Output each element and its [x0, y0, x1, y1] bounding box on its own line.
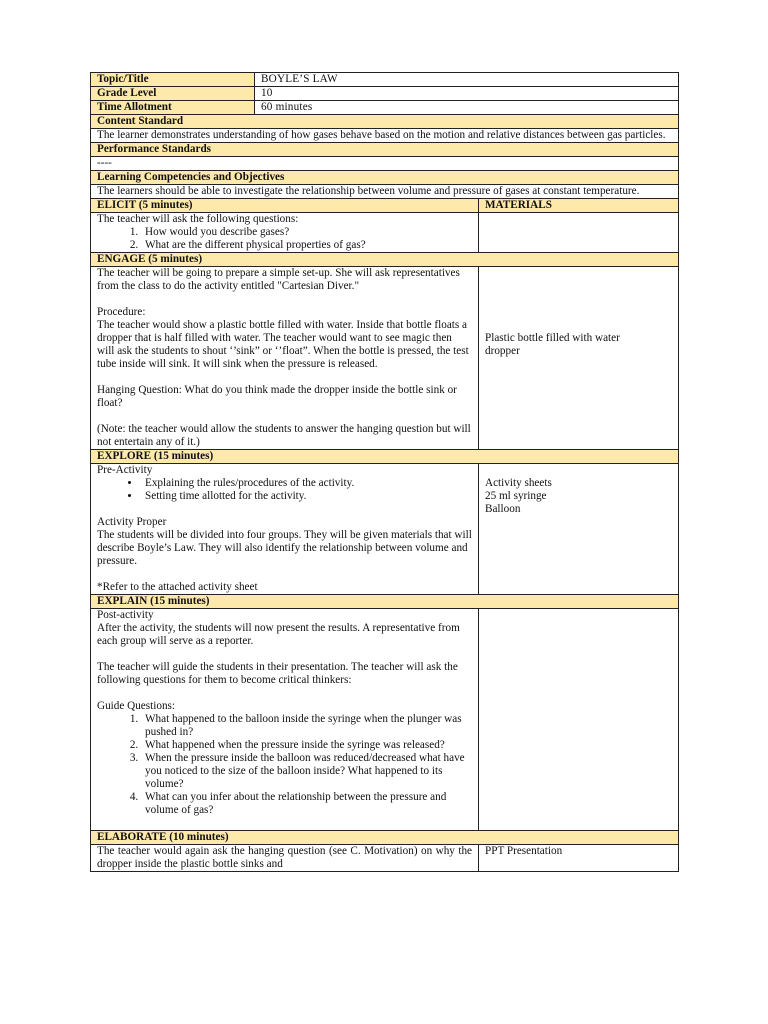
hanging-question: Hanging Question: What do you think made the dropper inside the bottle sink or float? [97, 384, 457, 409]
elicit-header-row [91, 199, 679, 213]
lesson-plan-table [90, 72, 679, 872]
guide-questions-label: Guide Questions: [97, 700, 175, 712]
engage-materials [479, 267, 679, 450]
elaborate-row [91, 845, 679, 872]
engage-row [91, 267, 679, 450]
elaborate-materials: PPT Presentation [479, 845, 679, 872]
elicit-row [91, 213, 679, 253]
competencies-text: The learners should be able to investigate the relationship between volume and pressure of gases at constant temperature. [91, 185, 679, 199]
time-label: Time Allotment [91, 101, 255, 115]
material-item: Balloon [485, 503, 521, 515]
elicit-materials [479, 213, 679, 253]
post-activity-label: Post-activity [97, 609, 154, 621]
content-standard-header: Content Standard [91, 115, 679, 129]
list-item: 1. What happened to the balloon inside the syringe when the plunger was pushed in? [141, 713, 472, 739]
elaborate-header: ELABORATE (10 minutes) [91, 831, 679, 845]
explore-header: EXPLORE (15 minutes) [91, 450, 679, 464]
list-item: 1. How would you describe gases? [141, 226, 472, 239]
explain-content [91, 609, 479, 831]
list-item: 2. What happened when the pressure inside the syringe was released? [141, 739, 472, 752]
explore-materials [479, 464, 679, 595]
guide-questions [97, 713, 472, 817]
time-row [91, 101, 679, 115]
material-item: 25 ml syringe [485, 490, 547, 502]
material-item: Plastic bottle filled with water [485, 332, 620, 344]
list-item: • Setting time allotted for the activity. [141, 490, 472, 503]
pre-activity-bullets [97, 477, 472, 503]
list-item: 4. What can you infer about the relationship between the pressure and volume of gas? [141, 791, 472, 817]
explain-row [91, 609, 679, 831]
materials-header: MATERIALS [479, 199, 679, 213]
post-activity-text: After the activity, the students will now present the results. A representative from each group will serve as a reporter. [97, 622, 460, 647]
elaborate-content: The teacher would again ask the hanging question (see C. Motivation) on why the dropper inside the plastic bottle sinks and [91, 845, 479, 872]
activity-sheet-reference: *Refer to the attached activity sheet [97, 581, 258, 593]
topic-label: Topic/Title [91, 73, 255, 87]
teacher-note: (Note: the teacher would allow the students to answer the hanging question but will not entertain any of it.) [97, 423, 471, 448]
activity-proper-label: Activity Proper [97, 516, 167, 528]
topic-value: BOYLE’S LAW [255, 73, 679, 87]
elicit-content [91, 213, 479, 253]
engage-header: ENGAGE (5 minutes) [91, 253, 679, 267]
material-item: Activity sheets [485, 477, 552, 489]
procedure-label: Procedure: [97, 306, 146, 318]
list-item: 3. When the pressure inside the balloon was reduced/decreased what have you noticed to the size of the balloon inside? What happened to its volume? [141, 752, 472, 791]
competencies-header: Learning Competencies and Objectives [91, 171, 679, 185]
explore-content [91, 464, 479, 595]
explore-row [91, 464, 679, 595]
explain-materials [479, 609, 679, 831]
activity-proper-text: The students will be divided into four groups. They will be given materials that will describe Boyle’s Law. They will also identify the relationship between volume and pressure. [97, 529, 472, 567]
elicit-intro: The teacher will ask the following questions: [97, 213, 299, 225]
elicit-questions [97, 226, 472, 252]
pre-activity-label: Pre-Activity [97, 464, 153, 476]
list-item: • Explaining the rules/procedures of the activity. [141, 477, 472, 490]
explain-header: EXPLAIN (15 minutes) [91, 595, 679, 609]
guide-presentation-text: The teacher will guide the students in their presentation. The teacher will ask the following questions for them to become critical thinkers: [97, 661, 458, 686]
list-item: 2. What are the different physical properties of gas? [141, 239, 472, 252]
procedure-text: The teacher would show a plastic bottle filled with water. Inside that bottle floats a dropper that is half filled with water. The teacher would want to see magic then will ask the students to shout ‘’sink” or ‘’float”. When the bottle is pressed, the test tube inside will sink. It will sink when the pressure is released. [97, 319, 469, 370]
grade-row [91, 87, 679, 101]
material-item: dropper [485, 345, 520, 357]
engage-content [91, 267, 479, 450]
engage-intro: The teacher will be going to prepare a simple set-up. She will ask representatives from the class to do the activity entitled "Cartesian Diver." [97, 267, 460, 292]
performance-standards-text: ---- [91, 157, 679, 171]
performance-standards-header: Performance Standards [91, 143, 679, 157]
elicit-header: ELICIT (5 minutes) [91, 199, 479, 213]
time-value: 60 minutes [255, 101, 679, 115]
grade-value: 10 [255, 87, 679, 101]
topic-row [91, 73, 679, 87]
content-standard-text: The learner demonstrates understanding of how gases behave based on the motion and relative distances between gas particles. [91, 129, 679, 143]
grade-label: Grade Level [91, 87, 255, 101]
